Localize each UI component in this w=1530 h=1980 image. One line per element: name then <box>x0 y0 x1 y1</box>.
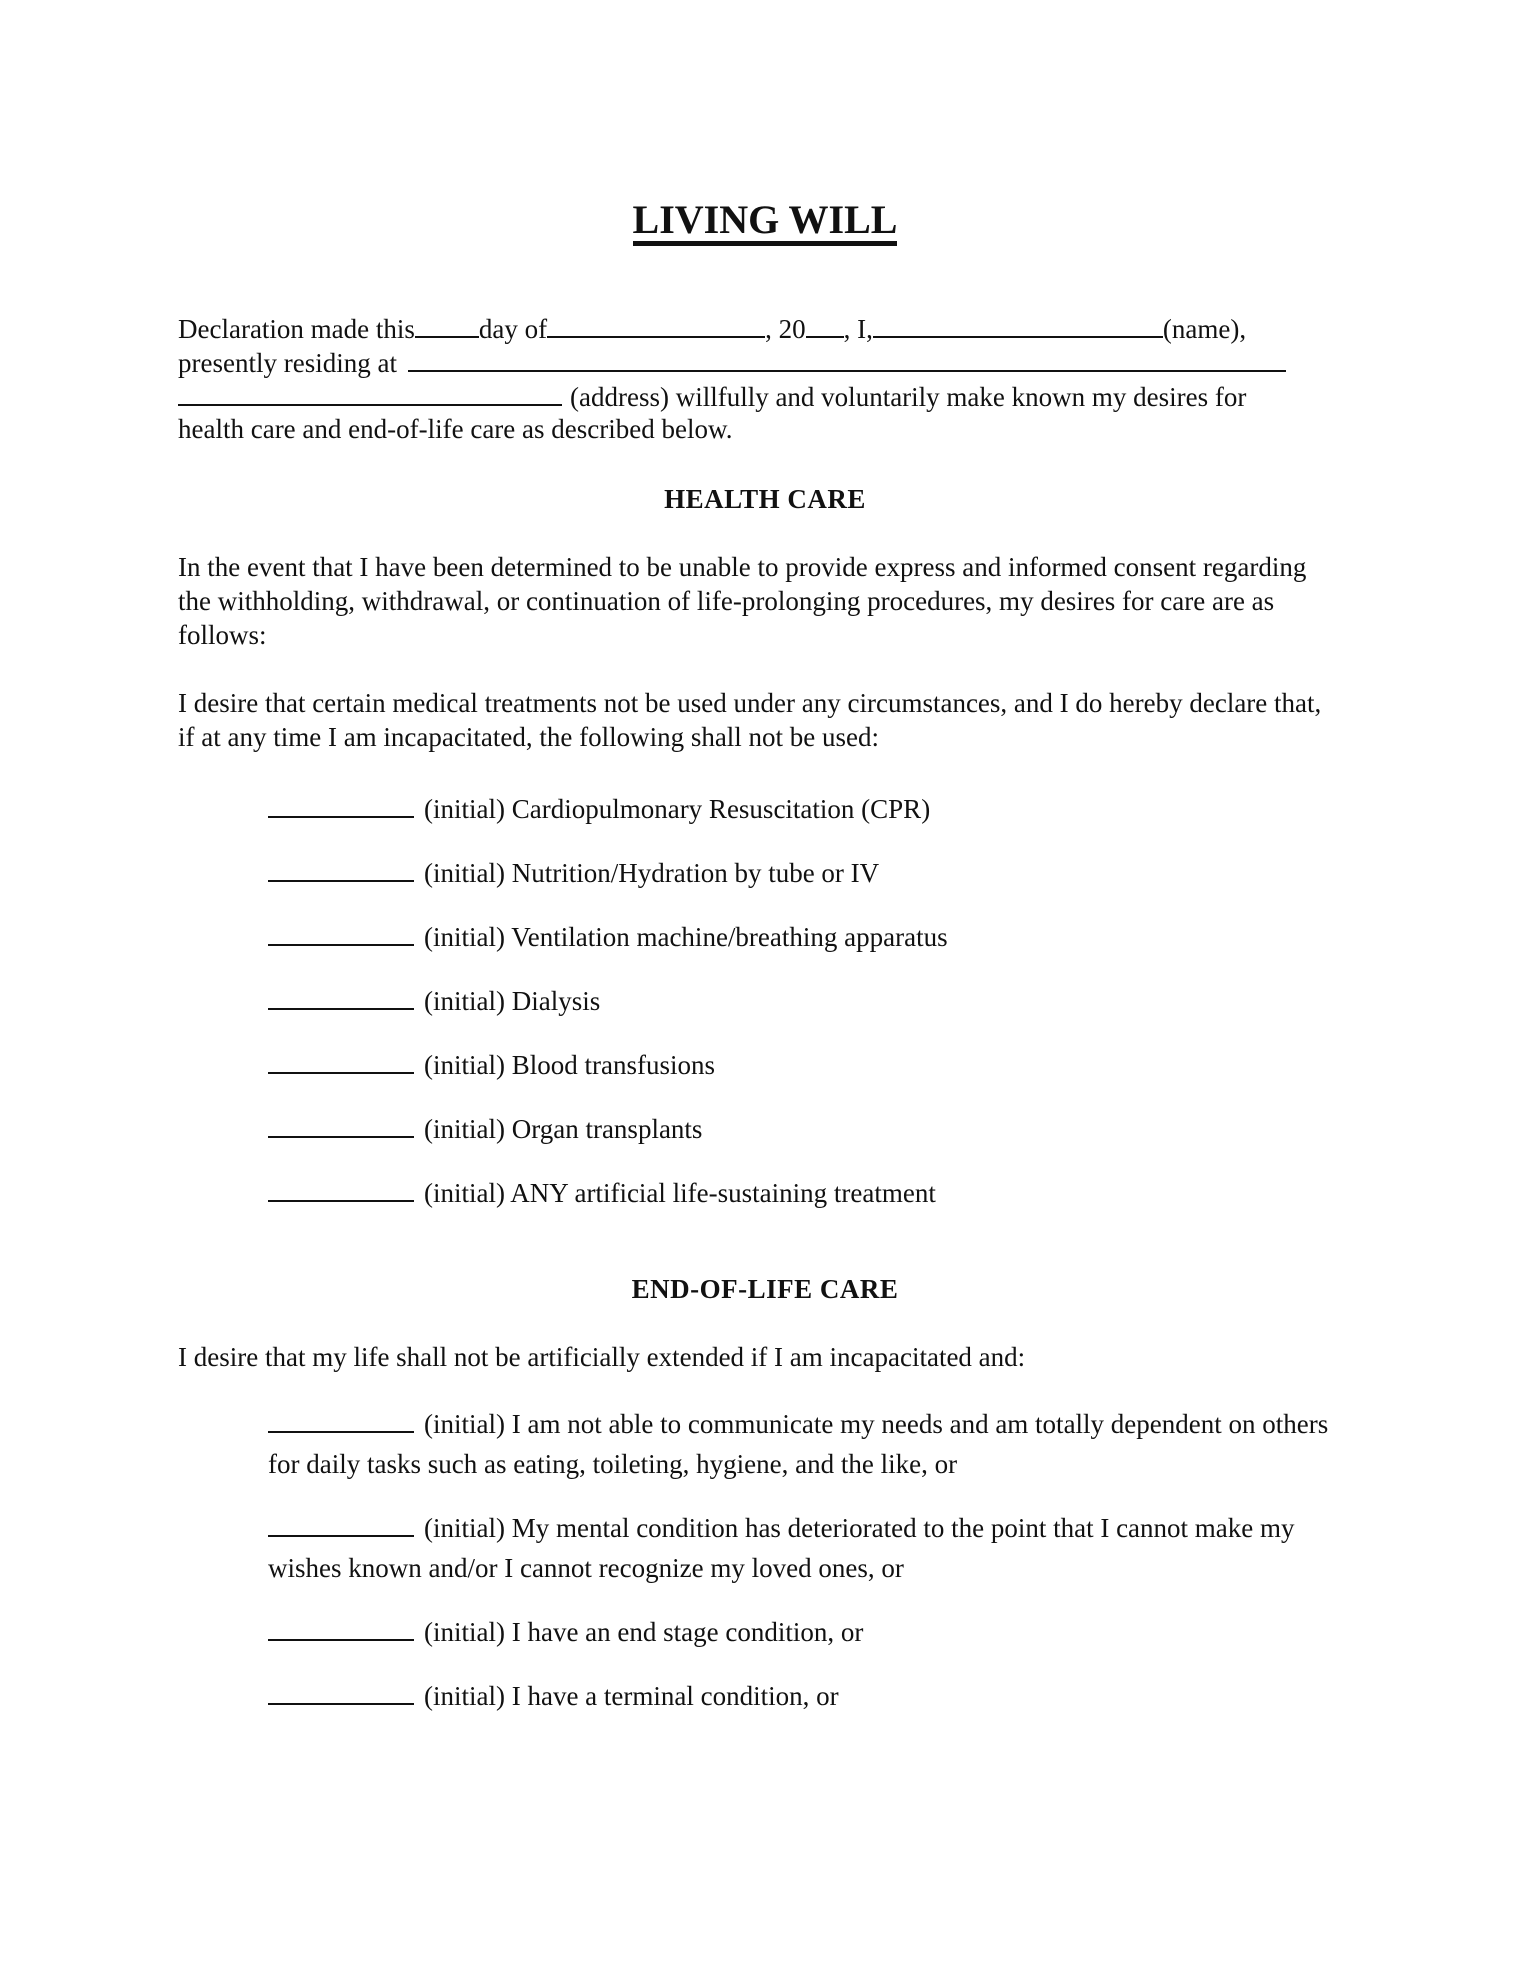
health-care-paragraph-2: I desire that certain medical treatments not be used under any circumstances, and I do hereby declare that, if at any time I am incapacitated, the following shall not be used: <box>178 688 1322 752</box>
health-care-item-text: (initial) Cardiopulmonary Resuscitation (CPR) <box>424 794 931 824</box>
end-of-life-item-text: (initial) I have an end stage condition, or <box>424 1617 864 1647</box>
title-text: LIVING WILL <box>633 199 898 246</box>
month-blank[interactable] <box>547 310 765 338</box>
health-care-item-text: (initial) Organ transplants <box>424 1114 703 1144</box>
initial-blank[interactable] <box>268 1677 414 1705</box>
initial-blank[interactable] <box>268 1046 414 1074</box>
health-care-item <box>268 854 879 890</box>
initial-blank[interactable] <box>268 1405 414 1433</box>
declaration-line-3 <box>178 378 1246 414</box>
end-of-life-item <box>268 1404 1343 1484</box>
declaration-line-1 <box>178 310 1246 346</box>
declaration-text-4: , I, <box>843 314 873 344</box>
initial-blank[interactable] <box>268 1613 414 1641</box>
end-of-life-item <box>268 1508 1343 1588</box>
declaration-text-1: Declaration made this <box>178 314 415 344</box>
end-of-life-item <box>268 1676 1343 1716</box>
initial-blank[interactable] <box>268 790 414 818</box>
health-care-item-text: (initial) Nutrition/Hydration by tube or IV <box>424 858 880 888</box>
end-of-life-item <box>268 1612 1343 1652</box>
residing-text: presently residing at <box>178 348 397 378</box>
year-blank[interactable] <box>806 310 844 338</box>
health-care-item-text: (initial) Blood transfusions <box>424 1050 715 1080</box>
health-care-item <box>268 790 930 826</box>
health-care-paragraph-1: In the event that I have been determined to be unable to provide express and informed consent regarding the withholding, withdrawal, or continuation of life-prolonging procedures, my desires for care are as follows: <box>178 552 1307 650</box>
initial-blank[interactable] <box>268 1509 414 1537</box>
initial-blank[interactable] <box>268 854 414 882</box>
declaration-text-2: day of <box>478 314 548 344</box>
address-suffix-text: (address) willfully and voluntarily make known my desires for <box>570 382 1247 412</box>
end-of-life-heading: END-OF-LIFE CARE <box>631 1274 899 1304</box>
health-care-item-text: (initial) ANY artificial life-sustaining treatment <box>424 1178 936 1208</box>
end-of-life-item-text: (initial) I am not able to communicate my needs and am totally dependent on others for daily tasks such as eating, toileting, hygiene, and the like, or <box>268 1409 1329 1479</box>
initial-blank[interactable] <box>268 1174 414 1202</box>
address-blank-1[interactable] <box>408 344 1286 372</box>
health-care-item <box>268 918 948 954</box>
health-care-item <box>268 1174 936 1210</box>
health-care-item-text: (initial) Ventilation machine/breathing apparatus <box>424 922 948 952</box>
health-care-item <box>268 1110 702 1146</box>
declaration-line-4 <box>178 412 732 446</box>
declaration-closing-text: health care and end-of-life care as described below. <box>178 414 733 444</box>
end-of-life-item-text: (initial) I have a terminal condition, or <box>424 1681 839 1711</box>
end-of-life-item-text: (initial) My mental condition has deteriorated to the point that I cannot make my wishes known and/or I cannot recognize my loved ones, or <box>268 1513 1295 1583</box>
declaration-text-5: (name), <box>1162 314 1247 344</box>
initial-blank[interactable] <box>268 918 414 946</box>
document-title <box>0 196 1530 246</box>
health-care-heading: HEALTH CARE <box>664 484 866 514</box>
declaration-line-2 <box>178 344 1286 380</box>
health-care-item <box>268 1046 715 1082</box>
initial-blank[interactable] <box>268 1110 414 1138</box>
health-care-item <box>268 982 600 1018</box>
name-blank[interactable] <box>873 310 1163 338</box>
day-blank[interactable] <box>415 310 479 338</box>
end-of-life-intro: I desire that my life shall not be artificially extended if I am incapacitated and: <box>178 1342 1026 1372</box>
initial-blank[interactable] <box>268 982 414 1010</box>
address-blank-2[interactable] <box>178 378 562 406</box>
declaration-text-3: , 20 <box>765 314 806 344</box>
health-care-item-text: (initial) Dialysis <box>424 986 601 1016</box>
